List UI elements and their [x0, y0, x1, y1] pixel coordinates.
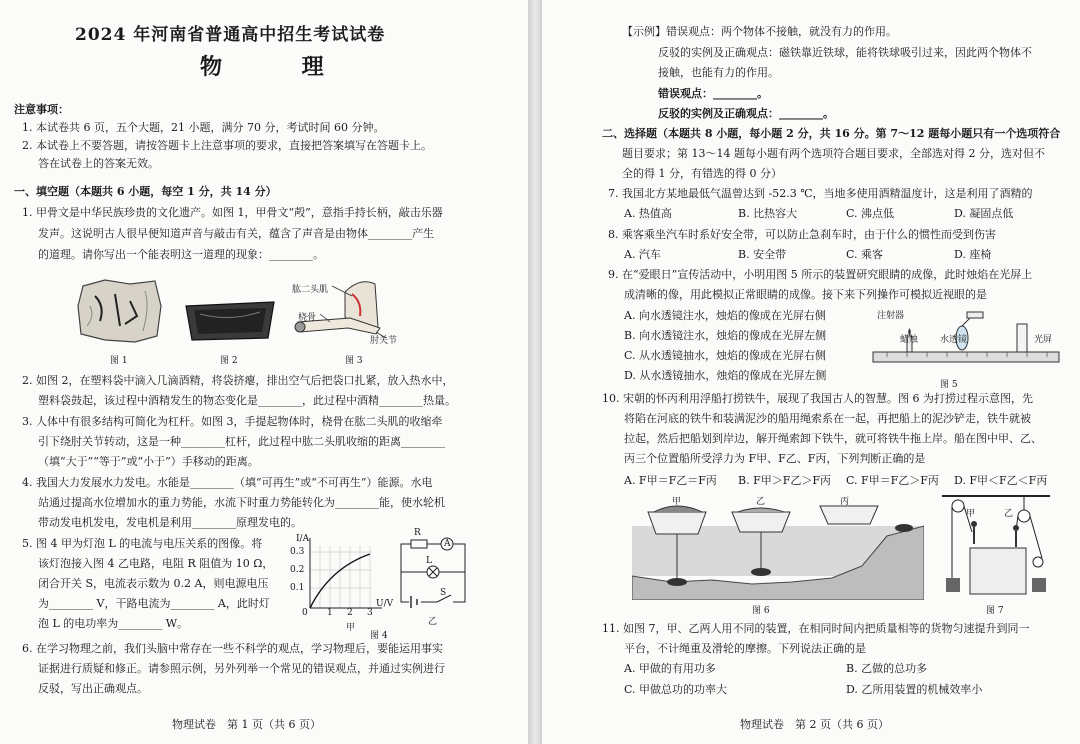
fig4-jia-label: 甲: [346, 623, 356, 633]
q9-option: D. 从水透镜抽水，烛焰的像成在光屏左侧: [624, 369, 827, 382]
subject-title: 物 理: [200, 54, 360, 80]
fig4-x-axis-label: U/V: [376, 599, 394, 609]
page-gutter: [528, 0, 542, 744]
fig4-x-tick: 3: [367, 608, 373, 618]
q7-option: A. 热值高: [624, 207, 672, 220]
figure-5-caption: 图 5: [940, 380, 958, 390]
notice-line: 答在试卷上的答案无效。: [38, 157, 159, 170]
q10-option: A. F甲＝F乙＝F丙: [624, 474, 717, 487]
q11-line: 11. 如图 7，甲、乙两人用不同的装置，在相同时间内把质量相等的货物匀速提升到同一: [602, 622, 1030, 635]
q7-option: D. 凝固点低: [954, 207, 1014, 220]
q10-option: C. F甲＝F乙＞F丙: [846, 474, 939, 487]
q11-option: C. 甲做总功的功率大: [624, 683, 728, 696]
fig4-y-axis-label: I/A: [296, 534, 310, 544]
example-line: 接触，也能有力的作用。: [658, 66, 779, 79]
section2-line: 全的得 1 分，有错选的得 0 分）: [622, 167, 782, 180]
section1-heading: 一、填空题（本题共 6 小题，每空 1 分，共 14 分）: [14, 185, 277, 198]
fig3-label-elbow: 肘关节: [370, 336, 398, 346]
example-line: 【示例】错误观点：两个物体不接触，就没有力的作用。: [622, 25, 897, 38]
exam-title: 2024 年河南省普通高中招生考试试卷: [75, 25, 386, 45]
fig4-resistor-label: R: [414, 528, 421, 538]
q3-line: 3. 人体中有很多结构可简化为杠杆。如图 3，手提起物体时，桡骨在肱二头肌的收缩牵: [22, 415, 443, 428]
q7-stem: 7. 我国北方某地最低气温曾达到 -52.3 ℃，当地多使用酒精温度计，这是利用了酒精的: [608, 187, 1033, 200]
q9-option: B. 向水透镜注水，烛焰的像成在光屏左侧: [624, 329, 827, 342]
q5-line: 该灯泡接入图 4 乙电路，电阻 R 阻值为 10 Ω，: [38, 557, 274, 570]
q10-line: 将陷在河底的铁牛和装满泥沙的船用绳索系在一起，再把船上的泥沙铲走，铁牛就被: [624, 412, 1031, 425]
section2-line: 题目要求；第 13～14 题每小题有两个选项符合题目要求，全部选对得 2 分，选对但不: [622, 147, 1045, 160]
q10-option: B. F甲＞F乙＞F丙: [738, 474, 831, 487]
q3-line: （填“大于”“等于”或“小于”）手移动的距离。: [38, 455, 259, 468]
q3-line: 引下绕肘关节转动，这是一种________杠杆，此过程中肱二头肌收缩的距离________: [38, 435, 445, 448]
q9-line: 9. 在“爱眼日”宣传活动中，小明用图 5 所示的装置研究眼睛的成像，此时烛焰在光屏上: [608, 268, 1033, 281]
q4-line: 4. 我国大力发展水力发电。水能是________（填“可再生”或“不可再生”）能源。水电: [22, 476, 433, 489]
q11-line: 平台，不计绳重及滑轮的摩擦。下列说法正确的是: [624, 642, 866, 655]
fig4-y-tick: 0.2: [290, 565, 305, 575]
figure-6-caption: 图 6: [752, 606, 770, 616]
q8-option: B. 安全带: [738, 248, 787, 261]
q8-option: D. 座椅: [954, 248, 992, 261]
q10-line: 丙三个位置船所受浮力为 F甲、F乙、F丙，下列判断正确的是: [624, 452, 926, 465]
q1-line: 发声。这说明古人很早便知道声音与敲击有关，蕴含了声音是由物体________产生: [38, 227, 434, 240]
fig6-label-yi: 乙: [756, 497, 766, 507]
notice-line: 2. 本试卷上不要答题，请按答题卡上注意事项的要求，直接把答案填写在答题卡上。: [22, 139, 432, 152]
fig4-origin: 0: [302, 608, 308, 618]
q11-option: B. 乙做的总功多: [846, 662, 928, 675]
figure-7-caption: 图 7: [986, 606, 1004, 616]
q11-option: A. 甲做的有用功多: [624, 662, 716, 675]
figure-3-caption: 图 3: [345, 356, 363, 366]
fig4-x-tick: 2: [347, 608, 353, 618]
example-line: 错误观点：________。: [658, 87, 768, 100]
q9-line: 成清晰的像，用此模拟正常眼睛的成像。接下来下列操作可模拟近视眼的是: [624, 288, 987, 301]
q4-line: 站通过提高水位增加水的重力势能，水流下时重力势能转化为________能，使水轮机: [38, 496, 445, 509]
exam-page-2: [542, 0, 1080, 744]
fig4-yi-label: 乙: [428, 617, 438, 627]
fig5-label-screen: 光屏: [1034, 335, 1053, 345]
fig6-label-jia: 甲: [672, 497, 682, 507]
fig4-ammeter-label: A: [444, 539, 451, 549]
q9-option: C. 从水透镜抽水，烛焰的像成在光屏右侧: [624, 349, 827, 362]
q8-option: C. 乘客: [846, 248, 884, 261]
q7-option: C. 沸点低: [846, 207, 895, 220]
q2-line: 塑料袋鼓起，该过程中酒精发生的物态变化是________，此过程中酒精________热量。: [38, 394, 456, 407]
figure-6-salvage: [632, 496, 924, 600]
q10-line: 拉起，然后把船划到岸边，解开绳索卸下铁牛，就可将铁牛拖上岸。船在图中甲、乙、: [624, 432, 1042, 445]
example-line: 反驳的实例及正确观点：磁铁靠近铁球，能将铁球吸引过来，因此两个物体不: [658, 46, 1032, 59]
figure-7-pulleys: [938, 492, 1054, 600]
fig4-y-tick: 0.1: [290, 583, 305, 593]
q4-line: 带动发电机发电，发电机是利用________原理发电的。: [38, 516, 302, 529]
fig4-switch-label: S: [440, 588, 447, 598]
q5-line: 5. 图 4 甲为灯泡 L 的电流与电压关系的图像。将: [22, 537, 263, 550]
q11-option: D. 乙所用装置的机械效率小: [846, 683, 983, 696]
fig4-x-tick: 1: [327, 608, 333, 618]
q6-line: 反驳，写出正确观点。: [38, 682, 148, 695]
fig5-label-syringe: 注射器: [877, 311, 905, 321]
figure-4-circuit: [395, 532, 475, 612]
q5-line: 为________ V，干路电流为________ A，此时灯: [38, 597, 270, 610]
q6-line: 6. 在学习物理之前，我们头脑中常存在一些不科学的观点，学习物理后，要能运用事实: [22, 642, 443, 655]
exam-page-1: [0, 0, 528, 744]
fig5-label-candle: 蜡烛: [900, 335, 919, 345]
q1-line: 1. 甲骨文是中华民族珍贵的文化遗产。如图 1，甲骨文“殸”，意指手持长柄，敲击乐器: [22, 206, 443, 219]
notice-line: 1. 本试卷共 6 页，五个大题，21 小题，满分 70 分，考试时间 60 分钟。: [22, 121, 385, 134]
q10-line: 10. 宋朝的怀丙利用浮船打捞铁牛，展现了我国古人的智慧。图 6 为打捞过程示意图，先: [602, 392, 1033, 405]
figure-2-caption: 图 2: [220, 356, 238, 366]
fig4-y-tick: 0.3: [290, 547, 305, 557]
fig7-label-yi: 乙: [1004, 509, 1014, 519]
q8-option: A. 汽车: [624, 248, 661, 261]
q10-option: D. F甲＜F乙＜F丙: [954, 474, 1048, 487]
q2-line: 2. 如图 2，在塑料袋中滴入几滴酒精，将袋挤瘪，排出空气后把袋口扎紧，放入热水中，: [22, 374, 454, 387]
q8-stem: 8. 乘客乘坐汽车时系好安全带，可以防止急刹车时，由于什么的惯性而受到伤害: [608, 228, 996, 241]
q5-line: 闭合开关 S，电流表示数为 0.2 A，则电源电压: [38, 577, 269, 590]
fig4-lamp-label: L: [426, 556, 432, 566]
figure-2-plastic-bag: [180, 296, 280, 344]
figure-1-oracle-bone: [75, 276, 165, 346]
figure-4-caption: 图 4: [370, 631, 388, 641]
q6-line: 证据进行质疑和修正。请参照示例，另外列举一个常见的错误观点，并通过实例进行: [38, 662, 445, 675]
example-line: 反驳的实例及正确观点：________。: [658, 107, 834, 120]
section2-line: 二、选择题（本题共 8 小题，每小题 2 分，共 16 分。第 7～12 题每小题只有一个选项符合: [602, 127, 1061, 140]
fig5-label-water-lens: 水透镜: [940, 335, 968, 345]
figure-1-caption: 图 1: [110, 356, 128, 366]
q7-option: B. 比热容大: [738, 207, 798, 220]
fig7-label-jia: 甲: [966, 509, 976, 519]
fig3-label-biceps: 肱二头肌: [292, 285, 329, 295]
q9-option: A. 向水透镜注水，烛焰的像成在光屏右侧: [624, 309, 826, 322]
notice-heading: 注意事项：: [14, 103, 69, 116]
q5-line: 泡 L 的电功率为________ W。: [38, 617, 189, 630]
page-2-footer: 物理试卷 第 2 页（共 6 页）: [740, 718, 889, 731]
page-1-footer: 物理试卷 第 1 页（共 6 页）: [172, 718, 321, 731]
fig6-label-bing: 丙: [840, 497, 850, 507]
fig3-label-radius: 桡骨: [298, 313, 317, 323]
q1-line: 的道理。请你写出一个能表明这一道理的现象：________。: [38, 248, 324, 261]
